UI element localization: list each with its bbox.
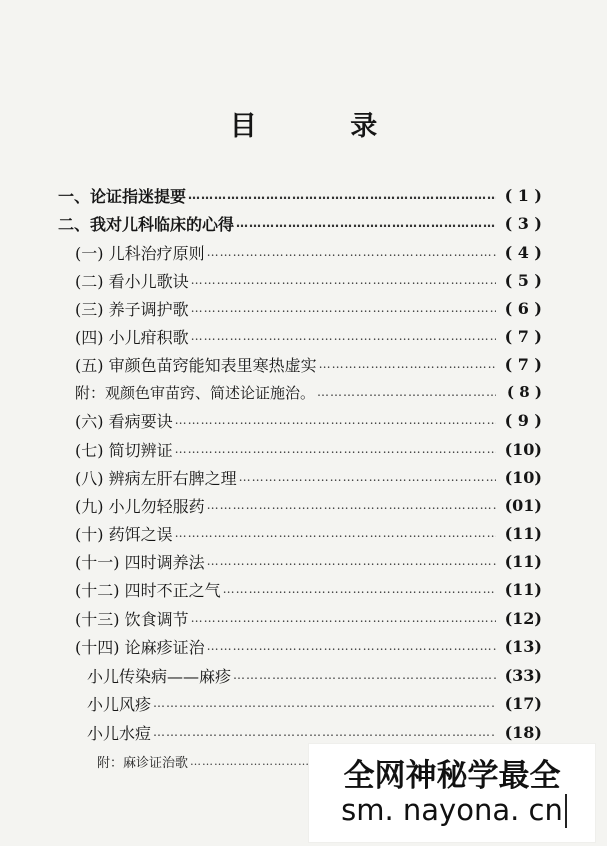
- toc-entry: [75, 351, 542, 377]
- toc-entry-label: (四) 小儿疳积歌: [75, 327, 189, 347]
- toc-page-number: ( 8 ): [506, 383, 542, 401]
- toc-entry: [75, 436, 542, 462]
- toc-page-number: ( 4 ): [504, 242, 542, 262]
- toc-leader-dots: [175, 526, 496, 540]
- toc-leader-dots: [153, 725, 496, 739]
- toc-page-number: (17): [504, 693, 542, 713]
- toc-entry-label: (十) 药饵之误: [75, 524, 173, 544]
- toc-page-number: ( 1 ): [504, 185, 542, 205]
- toc-entry-label: 小儿水痘: [87, 723, 152, 743]
- toc-page-number: ( 7 ): [504, 354, 542, 374]
- toc-entry: [75, 576, 542, 602]
- text-cursor: [565, 794, 567, 828]
- page-title: 目 录: [229, 111, 420, 142]
- toc-entry: [75, 548, 542, 574]
- toc-leader-dots: [207, 639, 496, 653]
- toc-leader-dots: [175, 413, 496, 427]
- toc-page-number: (10): [504, 439, 542, 459]
- toc-entry: [75, 492, 542, 518]
- toc-entry: [75, 464, 542, 490]
- toc-leader-dots: [233, 668, 496, 682]
- toc-entry: [58, 182, 542, 208]
- toc-page-number: (12): [504, 608, 542, 628]
- toc-page-number: ( 5 ): [504, 270, 542, 290]
- toc-entry: [58, 210, 542, 236]
- toc-leader-dots: [239, 470, 496, 484]
- toc-entry-label: (十一) 四时调养法: [75, 552, 205, 572]
- watermark-text: 全网神秘学最全: [343, 757, 561, 794]
- toc-leader-dots: [236, 216, 496, 230]
- toc-entry-label: (一) 儿科治疗原则: [75, 243, 205, 263]
- toc-entry: [75, 633, 542, 659]
- toc-leader-dots: [191, 611, 496, 625]
- toc-entry: [75, 605, 542, 631]
- toc-leader-dots: [188, 188, 496, 202]
- toc-page-number: (11): [504, 523, 542, 543]
- toc-leader-dots: [207, 554, 496, 568]
- toc-leader-dots: [207, 498, 496, 512]
- watermark-url: sm. nayona. cn: [341, 792, 563, 827]
- toc-entry: [75, 520, 542, 546]
- toc-entry-label: 小儿传染病——麻疹: [87, 666, 232, 686]
- toc-entry: [75, 379, 542, 405]
- toc-leader-dots: [191, 273, 496, 287]
- toc-entry-label: (十二) 四时不正之气: [75, 580, 221, 600]
- toc-leader-dots: [153, 696, 496, 710]
- toc-leader-dots: [223, 582, 496, 596]
- toc-page-number: (18): [504, 722, 542, 742]
- toc-leader-dots: [175, 442, 496, 456]
- toc-page-number: ( 9 ): [504, 410, 542, 430]
- toc-leader-dots: [207, 245, 496, 259]
- toc-entry: [75, 267, 542, 293]
- toc-entry-label: (二) 看小儿歌诀: [75, 271, 189, 291]
- toc-entry-label: 二、我对儿科临床的心得: [58, 214, 235, 234]
- toc-page-number: ( 3 ): [504, 213, 542, 233]
- toc-page-number: (01): [504, 495, 542, 515]
- toc-entry-label: (五) 审颜色苗窍能知表里寒热虚实: [75, 355, 317, 375]
- toc-entry-label: (三) 养子调护歌: [75, 299, 189, 319]
- toc-entry: [87, 719, 542, 745]
- toc-page-number: (11): [504, 551, 542, 571]
- toc-leader-dots: [190, 755, 315, 768]
- toc-entry: [75, 323, 542, 349]
- toc-entry-label: (八) 辨病左肝右脾之理: [75, 468, 237, 488]
- watermark-overlay: [309, 744, 595, 842]
- toc-leader-dots: [191, 329, 496, 343]
- toc-entry-label: 附：观颜色审苗窍、简述论证施治。: [75, 383, 316, 402]
- toc-entry: [75, 407, 542, 433]
- toc-entry-label: (九) 小儿勿轻服药: [75, 496, 205, 516]
- toc-entry-label: (七) 简切辨证: [75, 440, 173, 460]
- toc-entry-label: 一、论证指迷提要: [58, 186, 187, 206]
- toc-entry-label: 附：麻诊证治歌: [97, 755, 189, 771]
- toc-leader-dots: [191, 301, 496, 315]
- toc-entry-label: (十三) 饮食调节: [75, 609, 189, 629]
- toc-entry-label: (六) 看病要诀: [75, 411, 173, 431]
- toc-page-number: (11): [504, 579, 542, 599]
- toc-page-number: (33): [504, 665, 542, 685]
- toc-page-number: (10): [504, 467, 542, 487]
- toc-entry-partial: [97, 748, 317, 774]
- toc-entry: [87, 662, 542, 688]
- toc-entry: [87, 690, 542, 716]
- toc-page-number: ( 6 ): [504, 298, 542, 318]
- toc-leader-dots: [319, 357, 496, 371]
- toc-entry-label: (十四) 论麻疹证治: [75, 637, 205, 657]
- toc-page-number: (13): [504, 636, 542, 656]
- toc-page-number: ( 7 ): [504, 326, 542, 346]
- toc-entry-label: 小儿风疹: [87, 694, 152, 714]
- toc-leader-dots: [317, 385, 496, 399]
- toc-entry: [75, 239, 542, 265]
- toc-entry: [75, 295, 542, 321]
